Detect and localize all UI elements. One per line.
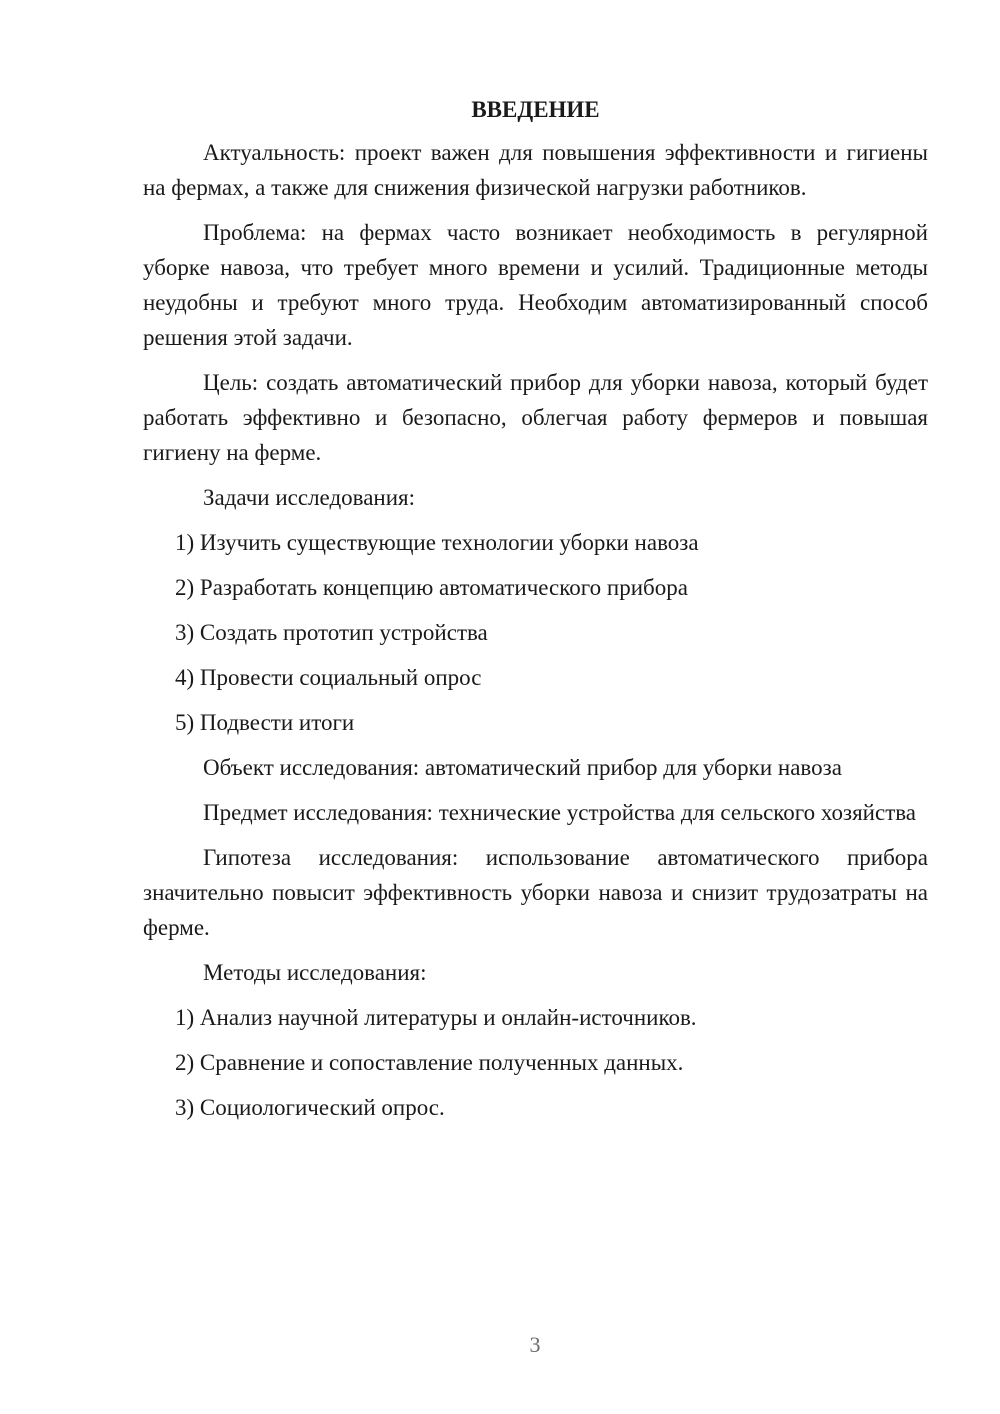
- list-item: 4) Провести социальный опрос: [175, 665, 482, 690]
- problem-paragraph: Проблема: на фермах часто возникает необходимость в регулярной уборке навоза, что требует много времени и усилий. Традиционные методы неудобны и требуют много труда. Необходим автоматизированный способ решения этой задачи.: [143, 220, 928, 350]
- methods-list: [143, 1000, 928, 1125]
- section-title: ВВЕДЕНИЕ: [471, 97, 600, 122]
- relevance-paragraph: Актуальность: проект важен для повышения эффективности и гигиены на фермах, а также для снижения физической нагрузки работников.: [143, 140, 928, 200]
- hypothesis-paragraph: Гипотеза исследования: использование автоматического прибора значительно повысит эффективность уборки навоза и снизит трудозатраты на ферме.: [143, 845, 928, 940]
- subject-paragraph: Предмет исследования: технические устройства для сельского хозяйства: [203, 800, 917, 825]
- list-item: 3) Создать прототип устройства: [175, 620, 488, 645]
- list-item: 2) Разработать концепцию автоматического прибора: [175, 575, 688, 600]
- tasks-label: Задачи исследования:: [203, 485, 416, 510]
- list-item: 1) Изучить существующие технологии уборки навоза: [175, 530, 699, 555]
- page-number: 3: [529, 1332, 541, 1357]
- list-item: 1) Анализ научной литературы и онлайн-источников.: [175, 1005, 697, 1030]
- goal-paragraph: Цель: создать автоматический прибор для уборки навоза, который будет работать эффективно и безопасно, облегчая работу фермеров и повышая гигиену на ферме.: [143, 370, 928, 465]
- document-body: [143, 92, 928, 1135]
- list-item: 2) Сравнение и сопоставление полученных данных.: [175, 1050, 684, 1075]
- list-item: 5) Подвести итоги: [175, 710, 355, 735]
- methods-label: Методы исследования:: [203, 960, 427, 985]
- tasks-list: [143, 525, 928, 740]
- list-item: 3) Социологический опрос.: [175, 1095, 445, 1120]
- object-paragraph: Объект исследования: автоматический прибор для уборки навоза: [203, 755, 842, 780]
